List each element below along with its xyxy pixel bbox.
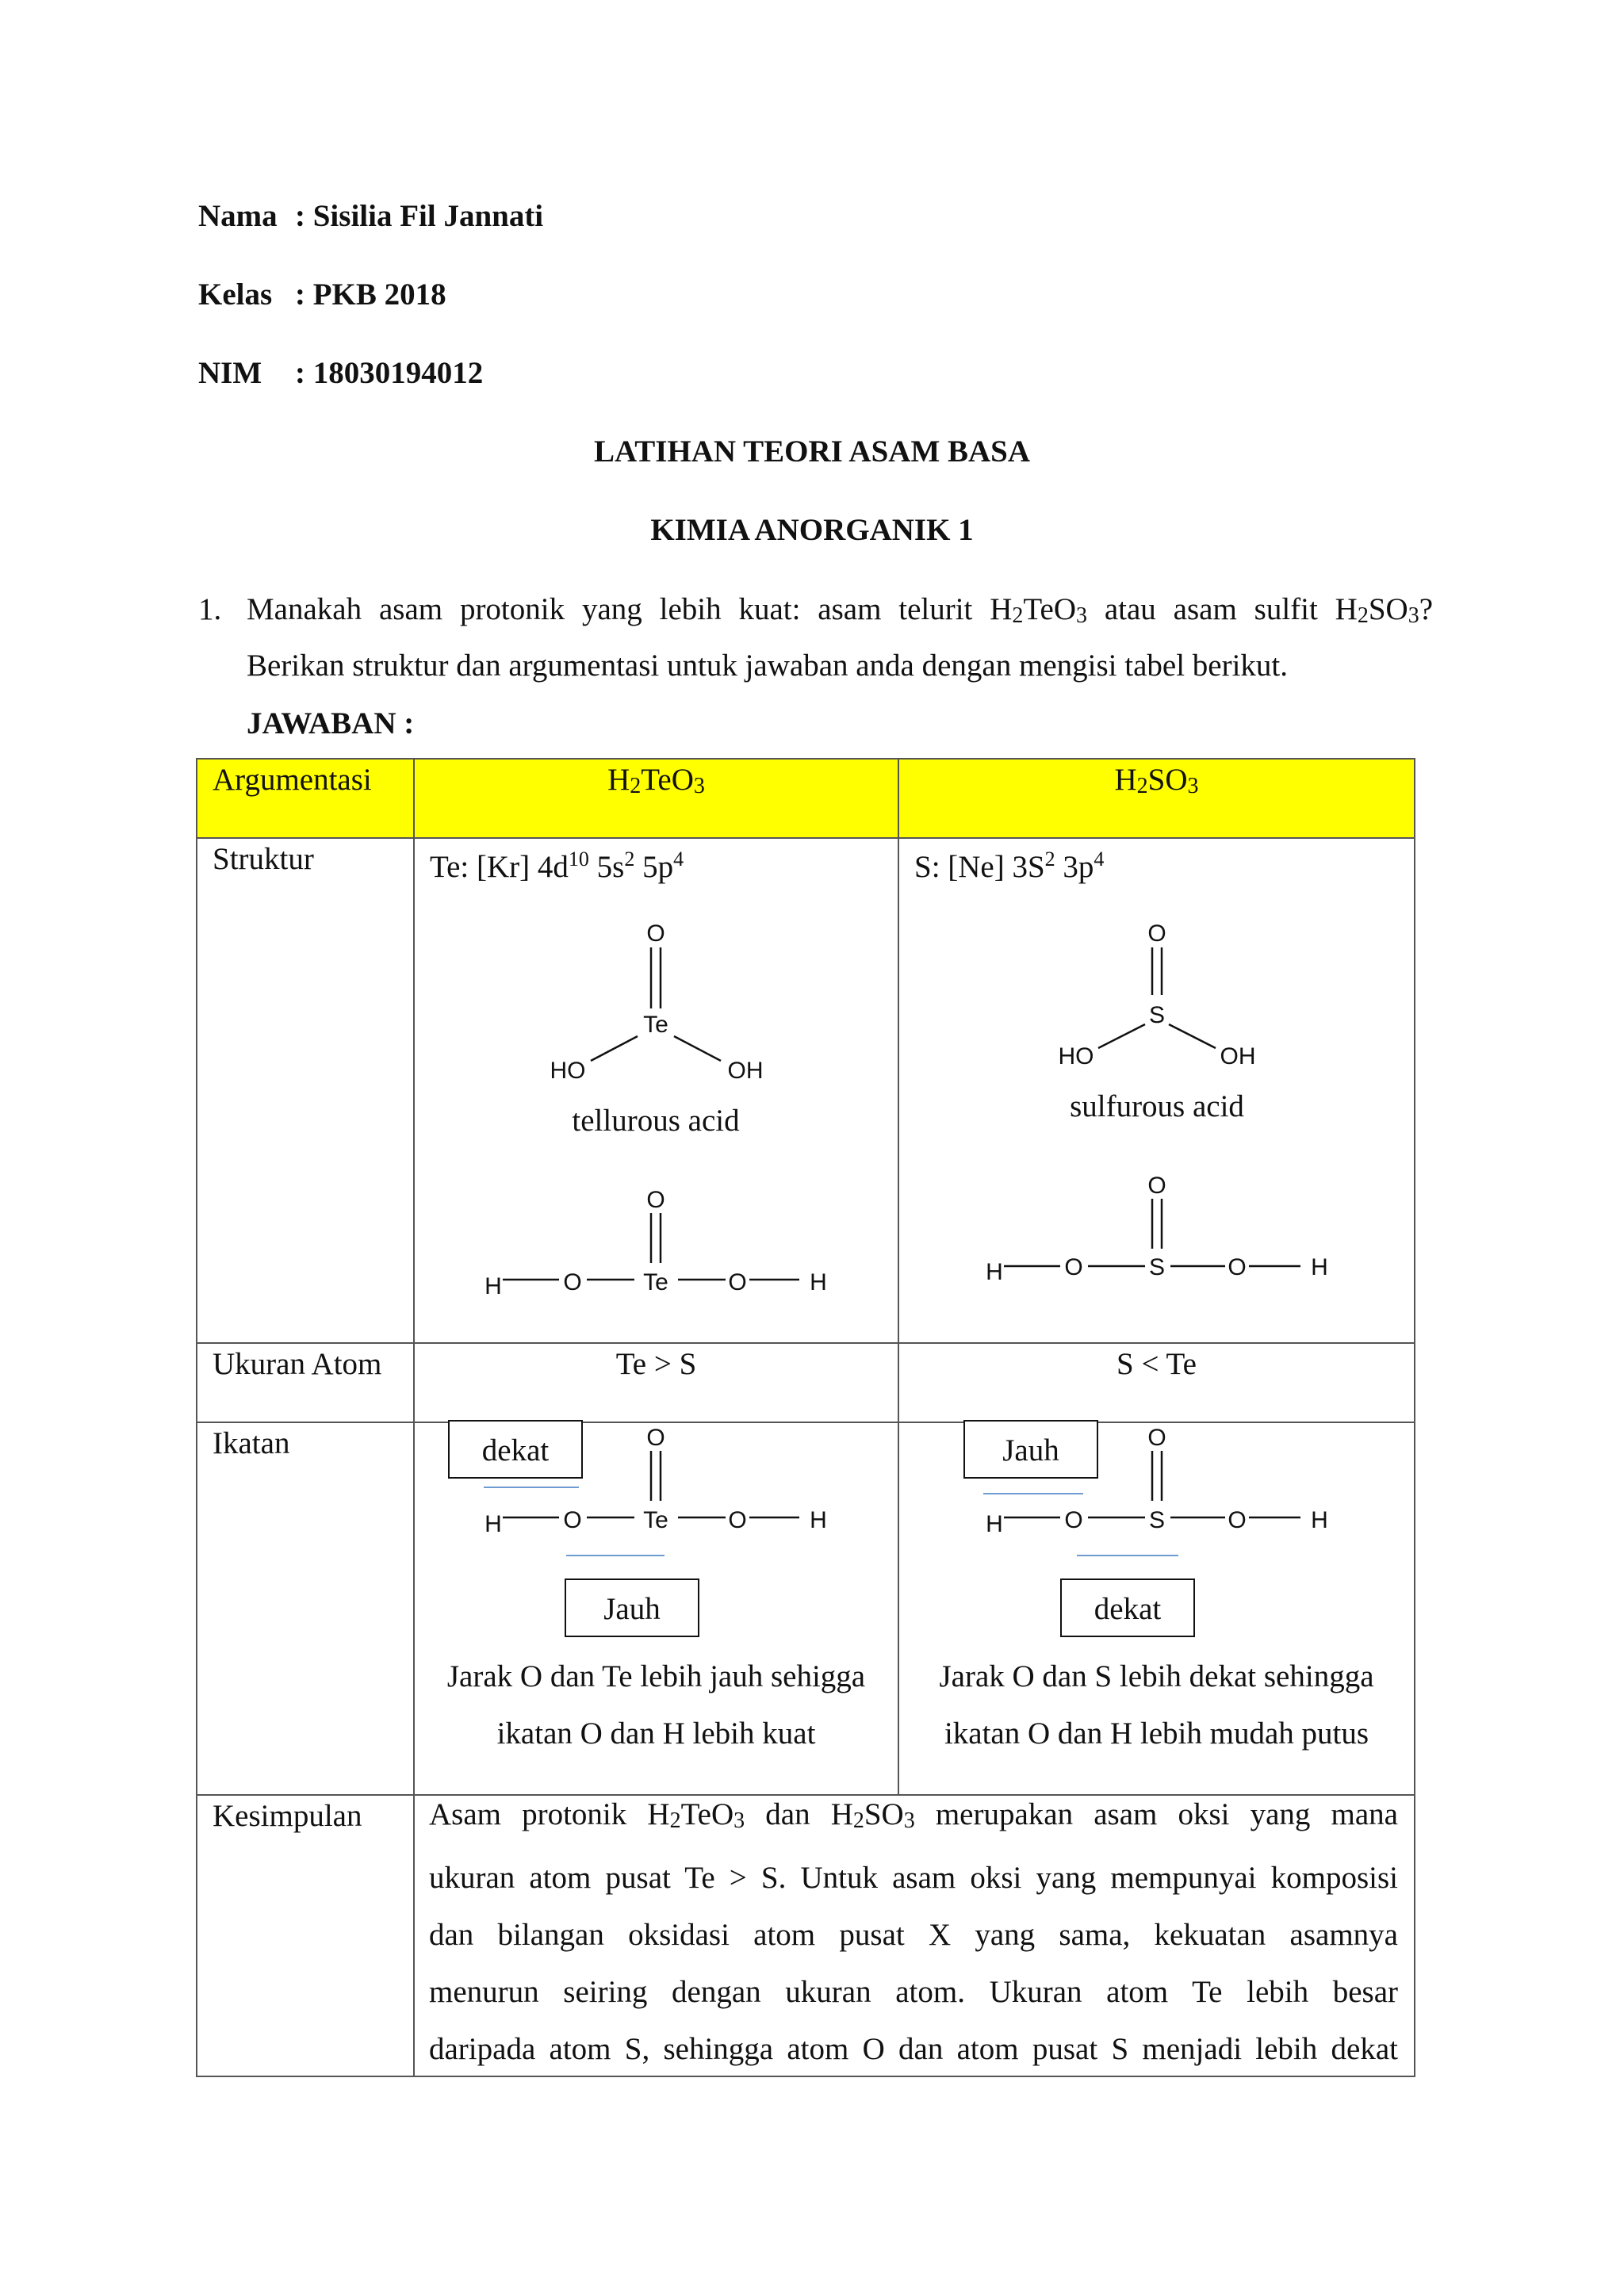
class-value: : PKB 2018 xyxy=(295,277,446,312)
answer-label: JAWABAN : xyxy=(247,706,415,740)
page-subtitle: KIMIA ANORGANIK 1 xyxy=(650,513,974,547)
te-skel-o: O xyxy=(646,920,665,947)
te-ikatan-line-2: ikatan O dan H lebih kuat xyxy=(496,1716,816,1751)
svg-text:O: O xyxy=(1147,920,1166,947)
svg-text:O: O xyxy=(1147,1425,1166,1451)
name-label: Nama xyxy=(198,199,278,233)
kes-line-4: menurun seiring dengan ukuran atom. Ukuran atom Te lebih besar xyxy=(429,1975,1398,2009)
svg-text:H: H xyxy=(485,1511,502,1537)
s-ikatan-line-2: ikatan O dan H lebih mudah putus xyxy=(944,1716,1369,1751)
te-ikatan-line-1: Jarak O dan Te lebih jauh sehigga xyxy=(446,1659,866,1693)
te-skel-oh: OH xyxy=(727,1058,764,1084)
svg-text:H: H xyxy=(986,1259,1003,1285)
svg-text:O: O xyxy=(728,1269,747,1295)
nim-value: : 18030194012 xyxy=(295,356,484,390)
class-label: Kelas xyxy=(198,277,273,312)
kes-line-2: ukuran atom pusat Te > S. Untuk asam oksi yang mempunyai komposisi xyxy=(429,1861,1398,1895)
row-label-ikatan: Ikatan xyxy=(213,1426,290,1460)
te-acid-name: tellurous acid xyxy=(572,1104,740,1138)
svg-text:H: H xyxy=(810,1269,827,1295)
s-acid-name: sulfurous acid xyxy=(1070,1089,1244,1123)
te-electron-config: Te: [Kr] $4d^{10}$ $5s^2$ $5p^4$ xyxy=(430,848,684,884)
nim-label: NIM xyxy=(198,356,262,390)
svg-text:Jauh: Jauh xyxy=(1002,1433,1059,1468)
svg-text:O: O xyxy=(563,1507,582,1533)
name-value: : Sisilia Fil Jannati xyxy=(295,199,544,233)
svg-text:H: H xyxy=(810,1507,827,1533)
svg-text:O: O xyxy=(1228,1254,1247,1280)
row-label-ukuran: Ukuran Atom xyxy=(213,1347,382,1381)
kes-line-3: dan bilangan oksidasi atom pusat X yang sama, kekuatan asamnya xyxy=(429,1918,1398,1952)
col-header-h2so3: H2SO3 xyxy=(1114,763,1199,798)
s-skeletal-structure xyxy=(1098,947,1216,1048)
svg-text:dekat: dekat xyxy=(1094,1592,1162,1626)
svg-text:H: H xyxy=(485,1273,502,1299)
kes-line-5: daripada atom S, sehingga atom O dan atom pusat S menjadi lebih dekat xyxy=(429,2032,1398,2066)
svg-text:S: S xyxy=(1148,1254,1166,1280)
te-skel-ho: HO xyxy=(550,1058,586,1084)
svg-text:H: H xyxy=(1311,1507,1328,1533)
row-label-struktur: Struktur xyxy=(213,842,314,876)
svg-text:OH: OH xyxy=(1220,1043,1256,1070)
svg-text:S: S xyxy=(1148,1507,1166,1533)
svg-text:H: H xyxy=(1311,1254,1328,1280)
te-ukuran-value: Te > S xyxy=(615,1347,697,1381)
kes-line-1: Asam protonik H2TeO3 dan H2SO3 merupakan asam oksi yang mana xyxy=(429,1797,1398,1833)
svg-text:O: O xyxy=(728,1507,747,1533)
kesimpulan-text xyxy=(429,1786,1398,2078)
question-number: 1. xyxy=(198,592,222,626)
page-title: LATIHAN TEORI ASAM BASA xyxy=(593,434,1031,469)
svg-text:dekat: dekat xyxy=(481,1433,550,1468)
col-header-h2teo3: H2TeO3 xyxy=(607,763,705,798)
svg-text:O: O xyxy=(646,1425,665,1451)
svg-text:O: O xyxy=(563,1269,582,1295)
svg-text:O: O xyxy=(1228,1507,1247,1533)
svg-text:O: O xyxy=(1064,1254,1083,1280)
svg-text:Jauh: Jauh xyxy=(603,1592,661,1626)
s-ukuran-value: S < Te xyxy=(1116,1347,1197,1381)
svg-text:O: O xyxy=(1064,1507,1083,1533)
svg-text:O: O xyxy=(1147,1173,1166,1199)
col-header-argumentasi: Argumentasi xyxy=(213,763,372,797)
svg-text:Te: Te xyxy=(643,1507,668,1533)
s-electron-config: S: [Ne] $3S^2$ $3p^4$ xyxy=(914,848,1105,884)
svg-text:H: H xyxy=(986,1511,1003,1537)
svg-text:Te: Te xyxy=(643,1269,668,1295)
te-skel-te: Te xyxy=(643,1012,668,1038)
question-line-1: Manakah asam protonik yang lebih kuat: asam telurit H2TeO3 atau asam sulfit H2SO3? xyxy=(247,592,1433,628)
svg-text:S: S xyxy=(1148,1002,1166,1028)
s-ikatan-line-1: Jarak O dan S lebih dekat sehingga xyxy=(939,1659,1374,1693)
svg-text:HO: HO xyxy=(1058,1043,1094,1070)
te-skeletal-structure xyxy=(591,947,721,1061)
row-label-kesimpulan: Kesimpulan xyxy=(213,1799,362,1833)
svg-text:O: O xyxy=(646,1187,665,1213)
question-line-2: Berikan struktur dan argumentasi untuk jawaban anda dengan mengisi tabel berikut. xyxy=(247,649,1288,683)
